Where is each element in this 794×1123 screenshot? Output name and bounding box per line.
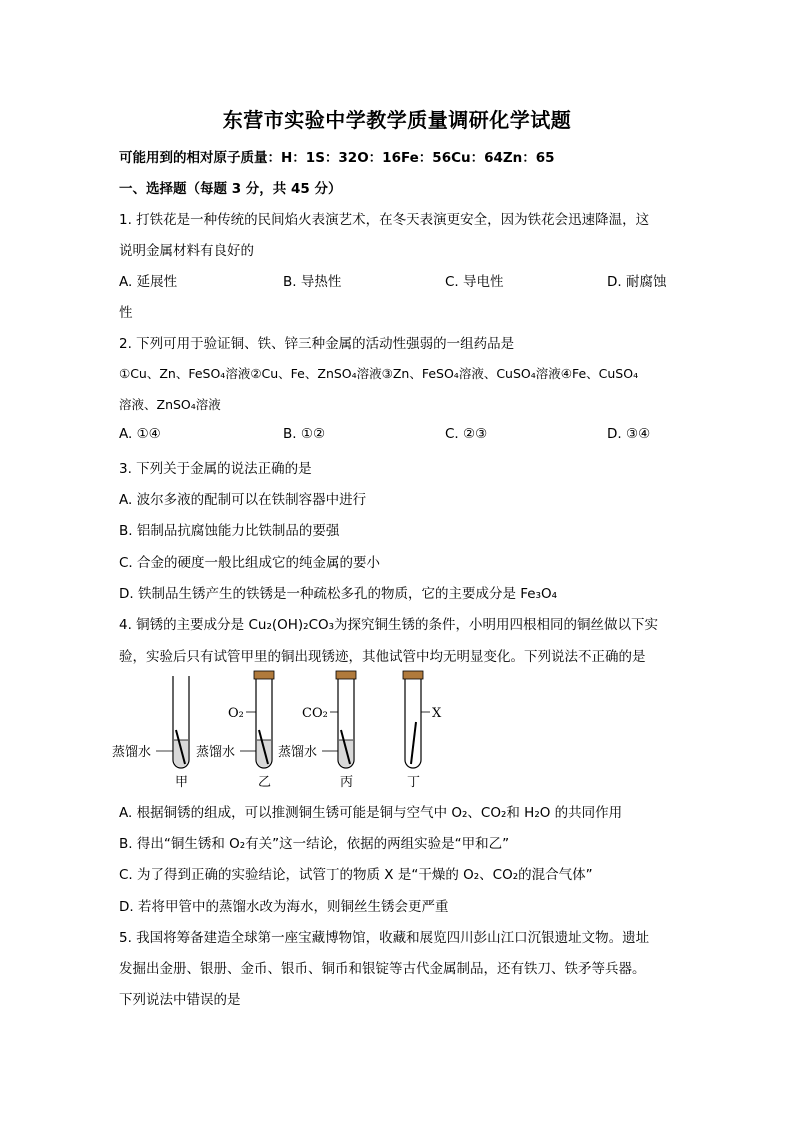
q1-option-d: D. 耐腐蚀 bbox=[607, 274, 667, 290]
q1-option-c: C. 导电性 bbox=[445, 274, 504, 290]
q1-option-d-continued: 性 bbox=[119, 305, 133, 321]
exam-title: 东营市实验中学教学质量调研化学试题 bbox=[222, 108, 572, 132]
tube-label-ding: 丁 bbox=[407, 775, 421, 790]
tube-label-jia: 甲 bbox=[175, 775, 189, 790]
q5-stem-line3: 下列说法中错误的是 bbox=[119, 992, 241, 1008]
q2-option-a: A. ①④ bbox=[119, 426, 161, 442]
q4-option-d: D. 若将甲管中的蒸馏水改为海水，则铜丝生锈会更严重 bbox=[119, 899, 449, 915]
q2-reagents-line2: 溶液、ZnSO₄溶液 bbox=[119, 397, 221, 412]
gas-label-co2: CO₂ bbox=[302, 706, 328, 721]
q1-option-b: B. 导热性 bbox=[283, 274, 342, 290]
q2-option-d: D. ③④ bbox=[607, 426, 651, 442]
q5-stem-line2: 发掘出金册、银册、金币、银币、铜币和银锭等古代金属制品，还有铁刀、铁矛等兵器。 bbox=[119, 961, 646, 977]
section-heading: 一、选择题（每题 3 分，共 45 分） bbox=[119, 181, 342, 197]
q2-stem: 2. 下列可用于验证铜、铁、锌三种金属的活动性强弱的一组药品是 bbox=[119, 336, 515, 352]
tube-ding bbox=[403, 671, 430, 768]
q3-option-c: C. 合金的硬度一般比组成它的纯金属的要小 bbox=[119, 555, 381, 571]
stopper-yi bbox=[254, 671, 274, 679]
gas-label-o2: O₂ bbox=[228, 706, 244, 721]
tube-jia bbox=[156, 676, 189, 768]
water-label-yi: 蒸馏水 bbox=[196, 745, 236, 760]
q5-stem-line1: 5. 我国将筹备建造全球第一座宝藏博物馆，收藏和展览四川彭山江口沉银遗址文物。遗址 bbox=[119, 930, 650, 946]
stopper-bing bbox=[336, 671, 356, 679]
q4-stem-line1: 4. 铜锈的主要成分是 Cu₂(OH)₂CO₃为探究铜生锈的条件，小明用四根相同的铜丝做以下实 bbox=[119, 617, 659, 633]
q4-option-c: C. 为了得到正确的实验结论，试管丁的物质 X 是“干燥的 O₂、CO₂的混合气体” bbox=[119, 867, 593, 883]
q2-option-b: B. ①② bbox=[283, 426, 326, 442]
tube-yi bbox=[240, 671, 274, 768]
q1-stem-line2: 说明金属材料有良好的 bbox=[119, 243, 254, 259]
q4-stem-line2: 验，实验后只有试管甲里的铜出现锈迹，其他试管中均无明显变化。下列说法不正确的是 bbox=[119, 649, 646, 665]
gas-label-x: X bbox=[432, 706, 442, 721]
q3-option-b: B. 铝制品抗腐蚀能力比铁制品的要强 bbox=[119, 523, 340, 539]
water-label-jia: 蒸馏水 bbox=[112, 745, 152, 760]
tube-label-bing: 丙 bbox=[340, 775, 354, 790]
q1-option-a: A. 延展性 bbox=[119, 274, 178, 290]
tube-label-yi: 乙 bbox=[258, 775, 272, 790]
water-label-bing: 蒸馏水 bbox=[278, 745, 318, 760]
q1-stem-line1: 1. 打铁花是一种传统的民间焰火表演艺术，在冬天表演更安全，因为铁花会迅速降温，这 bbox=[119, 212, 650, 228]
q2-reagents-line1: ①Cu、Zn、FeSO₄溶液②Cu、Fe、ZnSO₄溶液③Zn、FeSO₄溶液、CuSO₄溶液④Fe、CuSO₄ bbox=[119, 366, 639, 381]
q2-option-c: C. ②③ bbox=[445, 426, 488, 442]
q3-option-a: A. 波尔多液的配制可以在铁制容器中进行 bbox=[119, 492, 367, 508]
atomic-mass-line: 可能用到的相对原子质量：H：1S：32O：16Fe：56Cu：64Zn：65 bbox=[119, 150, 555, 166]
q4-option-a: A. 根据铜锈的组成，可以推测铜生锈可能是铜与空气中 O₂、CO₂和 H₂O 的共同作用 bbox=[119, 805, 623, 821]
test-tube-figure bbox=[110, 668, 460, 798]
stopper-ding bbox=[403, 671, 423, 679]
q3-option-d: D. 铁制品生锈产生的铁锈是一种疏松多孔的物质，它的主要成分是 Fe₃O₄ bbox=[119, 586, 558, 602]
q3-stem: 3. 下列关于金属的说法正确的是 bbox=[119, 461, 312, 477]
q4-option-b: B. 得出“铜生锈和 O₂有关”这一结论，依据的两组实验是“甲和乙” bbox=[119, 836, 510, 852]
